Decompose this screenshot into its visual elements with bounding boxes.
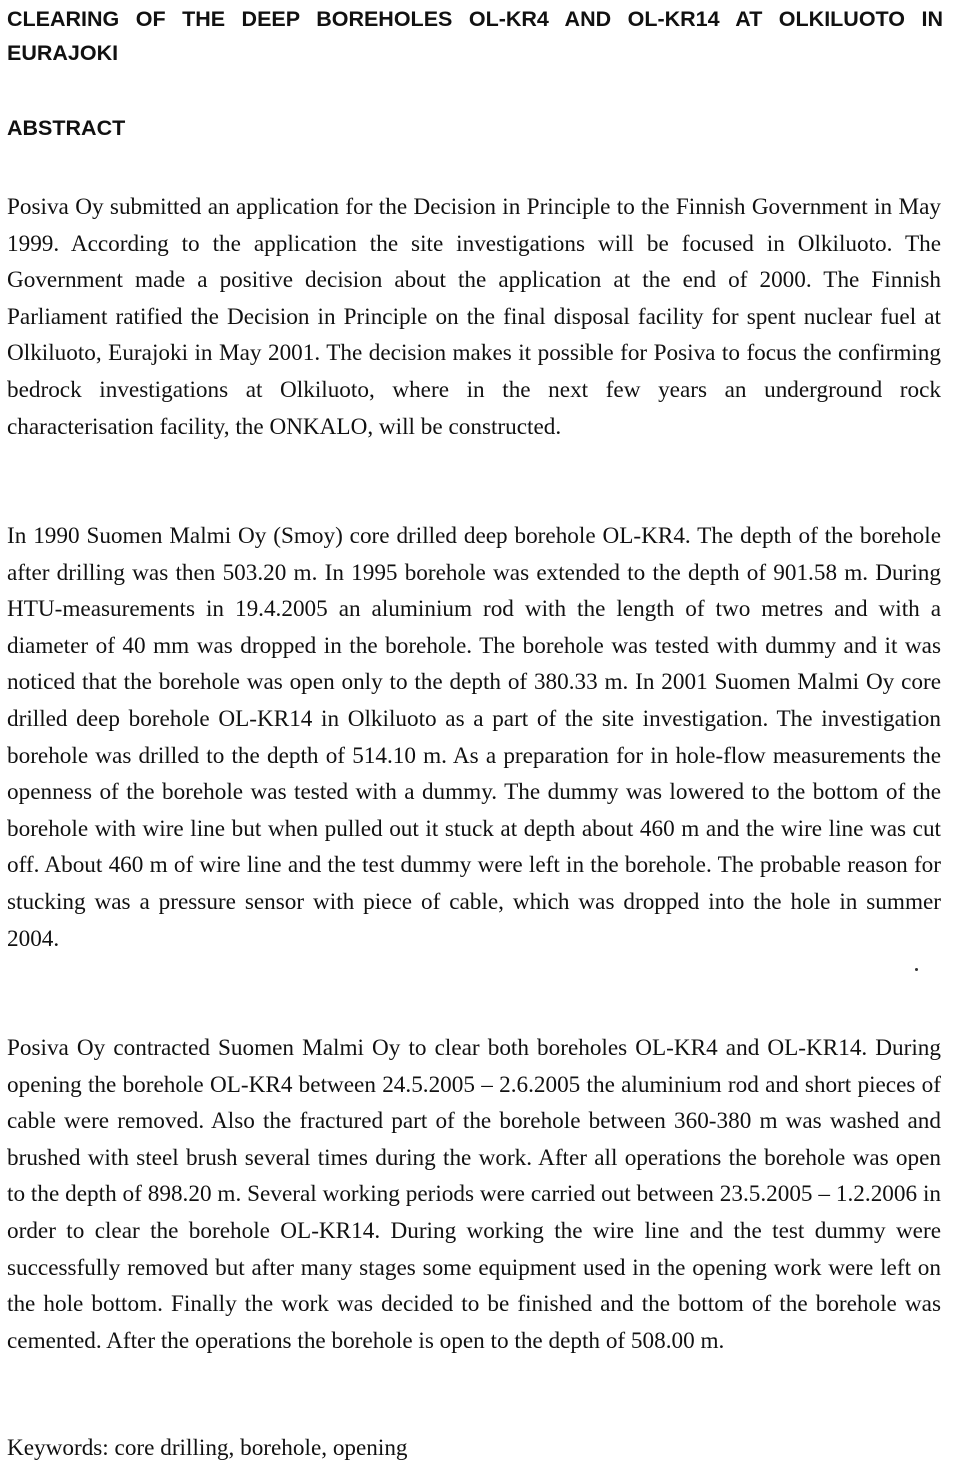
abstract-paragraph: Posiva Oy submitted an application for the Decision in Principle to the Finnish Government in May 1999. According to the application the site investigations will be focused in Olkiluoto. The Government made a positive decision about the application at the end of 2000. The Finnish Parliament ratified the Decision in Principle on the final disposal facility for spent nuclear fuel at Olkiluoto, Eurajoki in May 2001. The decision makes it possible for Posiva to focus the confirming bedrock investigations at Olkiluoto, where in the next few years an underground rock characterisation facility, the ONKALO, will be constructed. bbox=[7, 194, 941, 440]
document-title: CLEARING OF THE DEEP BOREHOLES OL-KR4 AND OL-KR14 AT OLKILUOTO IN EURAJOKI bbox=[7, 7, 943, 65]
abstract-paragraph: In 1990 Suomen Malmi Oy (Smoy) core drilled deep borehole OL-KR4. The depth of the borehole after drilling was then 503.20 m. In 1995 borehole was extended to the depth of 901.58 m. During HTU-measurements in 19.4.2005 an aluminium rod with the length of two metres and with a diameter of 40 mm was dropped in the borehole. The borehole was tested with dummy and it was noticed that the borehole was open only to the depth of 380.33 m. In 2001 Suomen Malmi Oy core drilled deep borehole OL-KR14 in Olkiluoto as a part of the site investigation. The investigation borehole was drilled to the depth of 514.10 m. As a preparation for in hole-flow measurements the openness of the borehole was tested with a dummy. The dummy was lowered to the bottom of the borehole with wire line but when pulled out it stuck at depth about 460 m and the wire line was cut off. About 460 m of wire line and the test dummy were left in the borehole. The probable reason for stucking was a pressure sensor with piece of cable, which was dropped into the hole in summer 2004. bbox=[7, 523, 941, 952]
abstract-heading: ABSTRACT bbox=[7, 116, 126, 140]
scan-speck bbox=[915, 968, 918, 971]
keywords-line: Keywords: core drilling, borehole, opening bbox=[7, 1435, 408, 1461]
abstract-paragraph: Posiva Oy contracted Suomen Malmi Oy to clear both boreholes OL-KR4 and OL-KR14. During opening the borehole OL-KR4 between 24.5.2005 – 2.6.2005 the aluminium rod and short pieces of cable were removed. Also the fractured part of the borehole between 360-380 m was washed and brushed with steel brush several times during the work. After all operations the borehole was open to the depth of 898.20 m. Several working periods were carried out between 23.5.2005 – 1.2.2006 in order to clear the borehole OL-KR14. During working the wire line and the test dummy were successfully removed but after many stages some equipment used in the opening work were left on the hole bottom. Finally the work was decided to be finished and the bottom of the borehole was cemented. After the operations the borehole is open to the depth of 508.00 m. bbox=[7, 1035, 941, 1354]
